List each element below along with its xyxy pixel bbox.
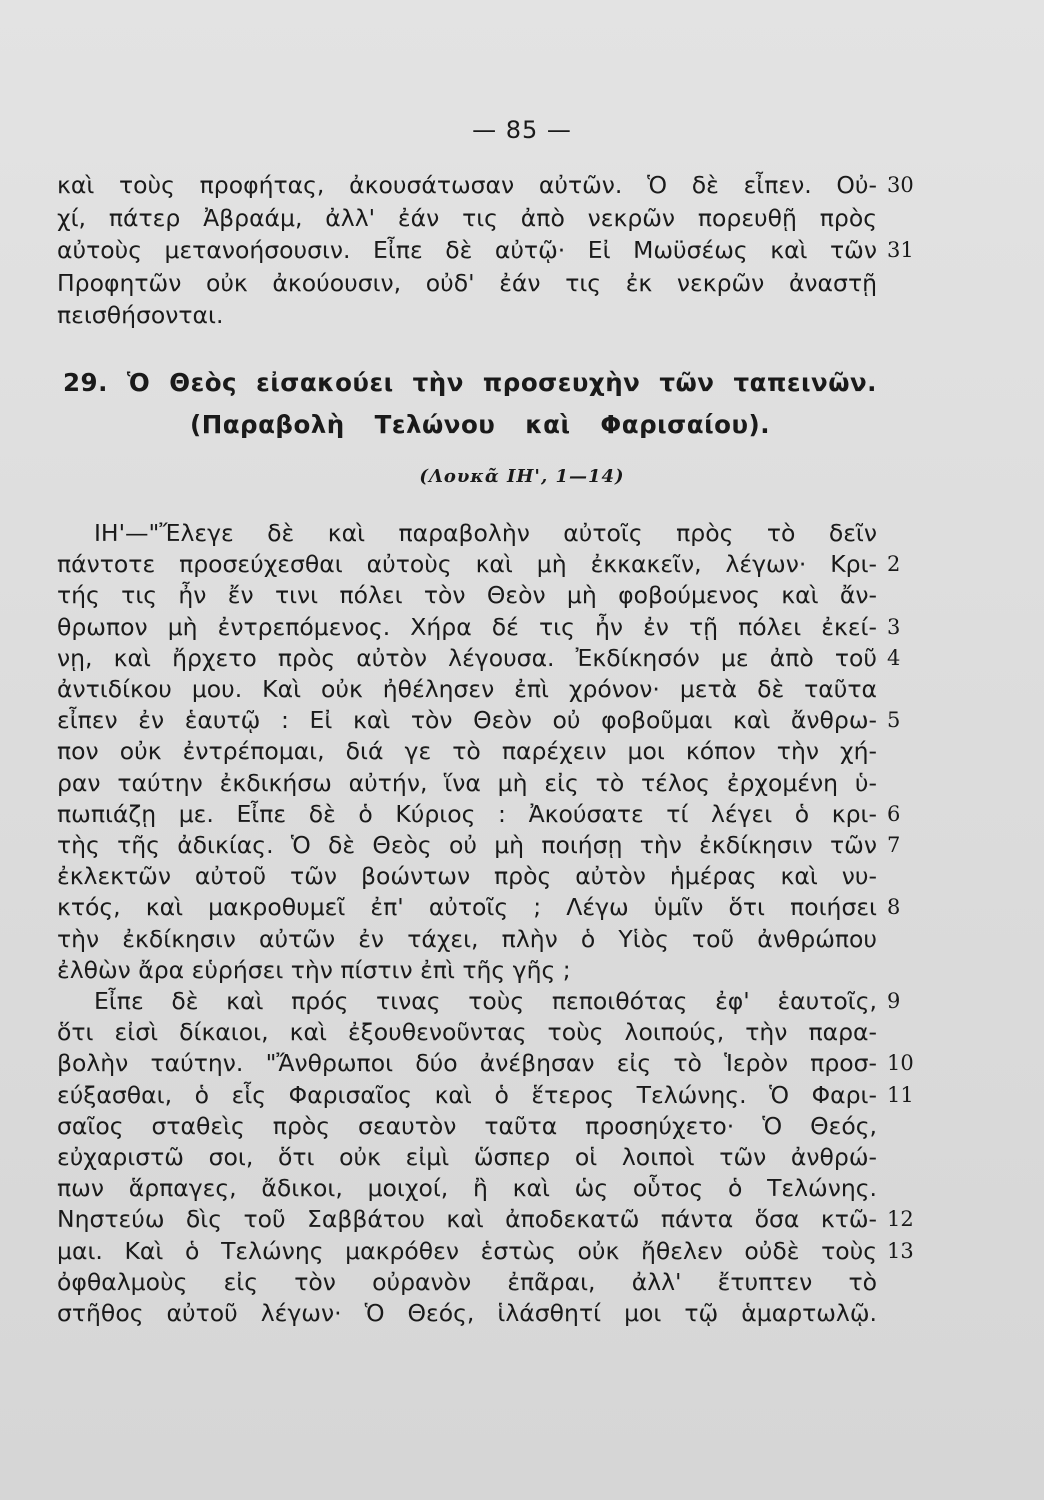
text-line: πάντοτε προσεύχεσθαι αὐτοὺς καὶ μὴ ἐκκακεῖν, λέγων· Κρι- [57,550,877,579]
verse-number [887,203,927,233]
verse-number [887,268,927,298]
text-line: εἶπεν ἐν ἑαυτῷ : Εἰ καὶ τὸν Θεὸν οὐ φοβοῦμαι καὶ ἄνθρω- [57,706,877,735]
text-line: χί, πάτερ Ἀβραάμ, ἀλλ' ἐάν τις ἀπὸ νεκρῶν πορευθῇ πρὸς [57,203,877,232]
verse-number: 4 [887,645,901,670]
text-line: αὐτοὺς μετανοήσουσιν. Εἶπε δὲ αὐτῷ· Εἰ Μωϋσέως καὶ τῶν [57,236,877,264]
text-line: εύξασθαι, ὁ εἷς Φαρισαῖος καὶ ὁ ἕτερος Τελώνης. Ὁ Φαρι- [57,1080,877,1109]
text-line: τής τις ἦν ἔν τινι πόλει τὸν Θεὸν μὴ φοβούμενος καὶ ἄν- [57,581,877,610]
verse-number [887,1142,927,1172]
verse-number [887,955,927,985]
text-line: εὐχαριστῶ σοι, ὅτι οὐκ εἰμὶ ὥσπερ οἱ λοιποὶ τῶν ἀνθρώ- [57,1143,877,1171]
verse-number [887,518,927,548]
verse-number: 10 [887,1051,914,1076]
verse-number: 31 [887,238,914,262]
verse-number: 2 [887,552,901,577]
verse-number [887,1111,927,1141]
text-line: ΙΗ'—"Ἔλεγε δὲ καὶ παραβολὴν αὐτοῖς πρὸς τὸ δεῖν [94,519,877,547]
verse-number: 12 [887,1207,914,1232]
text-line: τὴς τῆς ἀδικίας. Ὁ δὲ Θεὸς οὐ μὴ ποιήσῃ τὴν ἐκδίκησιν τῶν [57,831,877,859]
verse-number [887,861,927,891]
verse-number: 7 [887,833,901,857]
verse-number [887,1017,927,1047]
text-line: ὀφθαλμοὺς εἰς τὸν οὐρανὸν ἐπᾶραι, ἀλλ' ἔτυπτεν τὸ [57,1267,877,1296]
verse-number: 11 [887,1082,914,1107]
verse-number: 30 [887,173,914,197]
verse-number [887,580,927,610]
verse-number [887,1267,927,1297]
text-line: ραν ταύτην ἐκδικήσω αὐτήν, ἵνα μὴ εἰς τὸ τέλος ἐρχομένη ὑ- [57,768,877,797]
verse-number: 3 [887,614,901,639]
text-line: ἐλθὼν ἄρα εὑρήσει τὴν πίστιν ἐπὶ τῆς γῆς ; [57,955,571,984]
text-line: κτός, καὶ μακροθυμεῖ ἐπ' αὐτοῖς ; Λέγω ὑμῖν ὅτι ποιήσει [57,893,877,922]
scripture-reference: (Λουκᾶ ΙΗ', 1—14) [419,466,625,487]
text-line: ἐκλεκτῶν αὐτοῦ τῶν βοώντων πρὸς αὐτὸν ἡμέρας καὶ νυ- [57,862,877,891]
text-line: Νηστεύω δὶς τοῦ Σαββάτου καὶ ἀποδεκατῶ πάντα ὅσα κτῶ- [57,1205,877,1234]
verse-number [887,1298,927,1328]
text-line: στῆθος αὐτοῦ λέγων· Ὁ Θεός, ἱλάσθητί μοι τῷ ἁμαρτωλῷ. [57,1299,877,1327]
verse-number [887,1173,927,1203]
verse-number: 13 [887,1238,914,1263]
text-line: θρωπον μὴ ἐντρεπόμενος. Χήρα δέ τις ἦν ἐν τῇ πόλει ἐκεί- [57,612,877,641]
verse-number: 6 [887,801,901,826]
text-line: σαῖος σταθεὶς πρὸς σεαυτὸν ταῦτα προσηύχετο· Ὁ Θεός, [57,1111,877,1140]
section-subheading: (Παραβολὴ Τελώνου καὶ Φαρισαίου). [190,410,770,439]
verse-number [887,300,927,330]
verse-number: 8 [887,895,901,920]
section-heading: 29. Ὁ Θεὸς εἰσακούει τὴν προσευχὴν τῶν ταπεινῶν. [63,368,877,397]
verse-number: 9 [887,989,901,1013]
text-line: Προφητῶν οὐκ ἀκούουσιν, οὐδ' ἐάν τις ἐκ νεκρῶν ἀναστῇ [57,268,877,297]
text-line: καὶ τοὺς προφήτας, ἀκουσάτωσαν αὐτῶν. Ὁ δὲ εἶπεν. Οὐ- [57,171,877,199]
text-line: πων ἅρπαγες, ἄδικοι, μοιχοί, ἢ καὶ ὡς οὗτος ὁ Τελώνης. [57,1174,877,1203]
text-line: πεισθήσονται. [57,301,224,329]
text-line: νῃ, καὶ ἤρχετο πρὸς αὐτὸν λέγουσα. Ἐκδίκησόν με ἀπὸ τοῦ [57,643,877,672]
verse-number [887,736,927,766]
text-line: ὅτι εἰσὶ δίκαιοι, καὶ ἐξουθενοῦντας τοὺς λοιπούς, τὴν παρα- [57,1018,877,1047]
text-line: τὴν ἐκδίκησιν αὐτῶν ἐν τάχει, πλὴν ὁ Υἱὸς τοῦ ἀνθρώπου [57,924,877,953]
text-line: μαι. Καὶ ὁ Τελώνης μακρόθεν ἑστὼς οὐκ ἤθελεν οὐδὲ τοὺς [57,1236,877,1265]
verse-number: 5 [887,708,901,733]
verse-number [887,924,927,954]
verse-number [887,768,927,798]
text-line: Εἶπε δὲ καὶ πρός τινας τοὺς πεποιθότας ἐφ' ἑαυτοῖς, [94,987,877,1015]
page-number: — 85 — [472,116,572,144]
text-line: ἀντιδίκου μου. Καὶ οὐκ ἠθέλησεν ἐπὶ χρόνον· μετὰ δὲ ταῦτα [57,675,877,703]
text-line: βολὴν ταύτην. "Ἄνθρωποι δύο ἀνέβησαν εἰς τὸ Ἱερὸν προσ- [57,1049,877,1078]
text-line: πωπιάζῃ με. Εἶπε δὲ ὁ Κύριος : Ἀκούσατε τί λέγει ὁ κρι- [57,799,877,828]
verse-number [887,674,927,704]
text-line: πον οὐκ ἐντρέπομαι, διά γε τὸ παρέχειν μοι κόπον τὴν χή- [57,737,877,766]
